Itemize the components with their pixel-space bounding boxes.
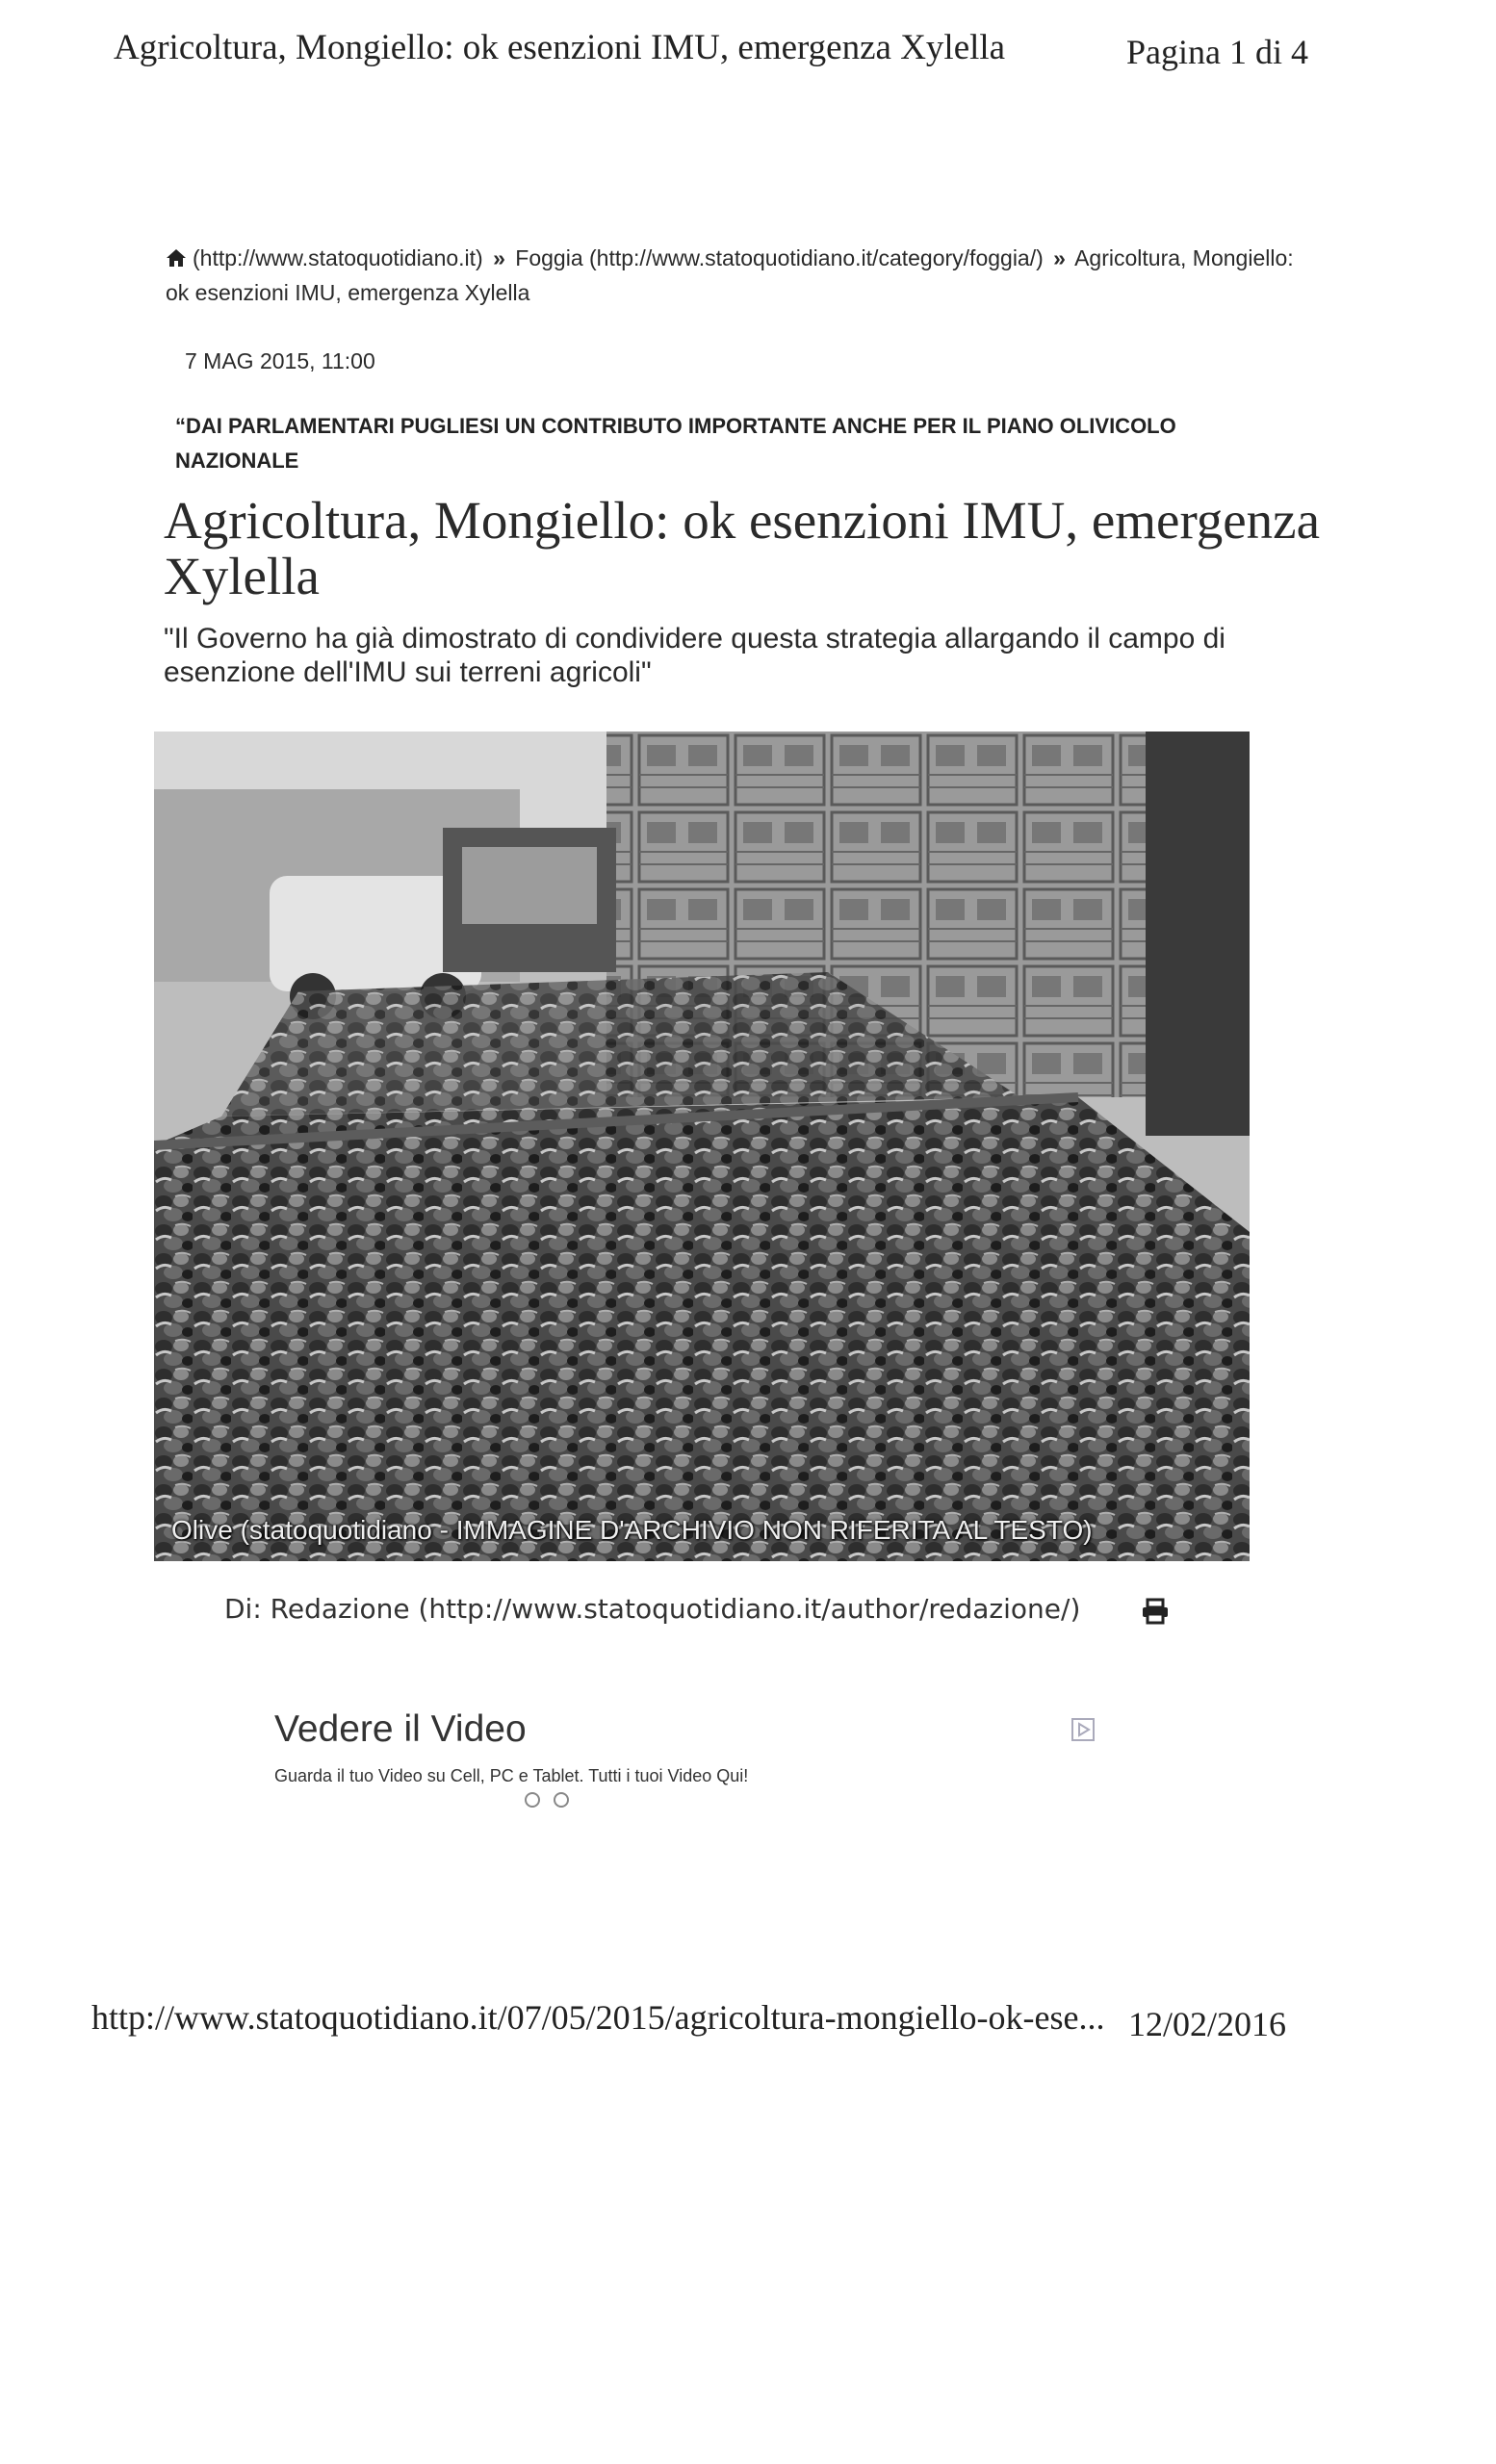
adchoices-icon[interactable]	[1071, 1718, 1095, 1741]
ad-pagination-dots[interactable]	[525, 1792, 582, 1812]
breadcrumb-separator: »	[1053, 245, 1066, 270]
olive-harvest-image	[154, 732, 1250, 1561]
article-photo	[154, 732, 1250, 1561]
ad-title[interactable]: Vedere il Video	[274, 1708, 527, 1750]
print-header-page-number: Pagina 1 di 4	[1126, 33, 1308, 71]
article-kicker: “DAI PARLAMENTARI PUGLIESI UN CONTRIBUTO IMPORTANTE ANCHE PER IL PIANO OLIVICOLO NAZIONALE	[175, 414, 1176, 473]
breadcrumb-home-link[interactable]: (http://www.statoquotidiano.it)	[193, 245, 483, 270]
print-header-title: Agricoltura, Mongiello: ok esenzioni IMU, emergenza Xylella	[114, 28, 1006, 67]
breadcrumb	[166, 241, 1311, 310]
breadcrumb-separator: »	[493, 245, 505, 270]
carousel-dot[interactable]	[525, 1792, 540, 1808]
carousel-dot[interactable]	[554, 1792, 569, 1808]
publish-date: 7 MAG 2015, 11:00	[185, 348, 375, 373]
breadcrumb-category-link[interactable]: Foggia (http://www.statoquotidiano.it/category/foggia/)	[515, 245, 1044, 270]
ad-text[interactable]: Guarda il tuo Video su Cell, PC e Tablet. Tutti i tuoi Video Qui!	[274, 1766, 749, 1785]
home-icon[interactable]	[166, 248, 187, 268]
print-icon[interactable]	[1141, 1598, 1170, 1625]
breadcrumb-current: Agricoltura, Mongiello: ok esenzioni IMU, emergenza Xylella	[166, 245, 1294, 305]
article-headline: Agricoltura, Mongiello: ok esenzioni IMU, emergenza Xylella	[164, 491, 1321, 605]
photo-caption: Olive (statoquotidiano - IMMAGINE D'ARCHIVIO NON RIFERITA AL TESTO)	[171, 1515, 1093, 1545]
print-footer-date: 12/02/2016	[1128, 2005, 1287, 2043]
article-subtitle: "Il Governo ha già dimostrato di condividere questa strategia allargando il campo di esenzione dell'IMU sui terreni agricoli"	[164, 623, 1225, 688]
print-footer-url: http://www.statoquotidiano.it/07/05/2015/agricoltura-mongiello-ok-ese...	[91, 1998, 1105, 2037]
author-link[interactable]: Di: Redazione (http://www.statoquotidiano.it/author/redazione/)	[224, 1593, 1081, 1625]
